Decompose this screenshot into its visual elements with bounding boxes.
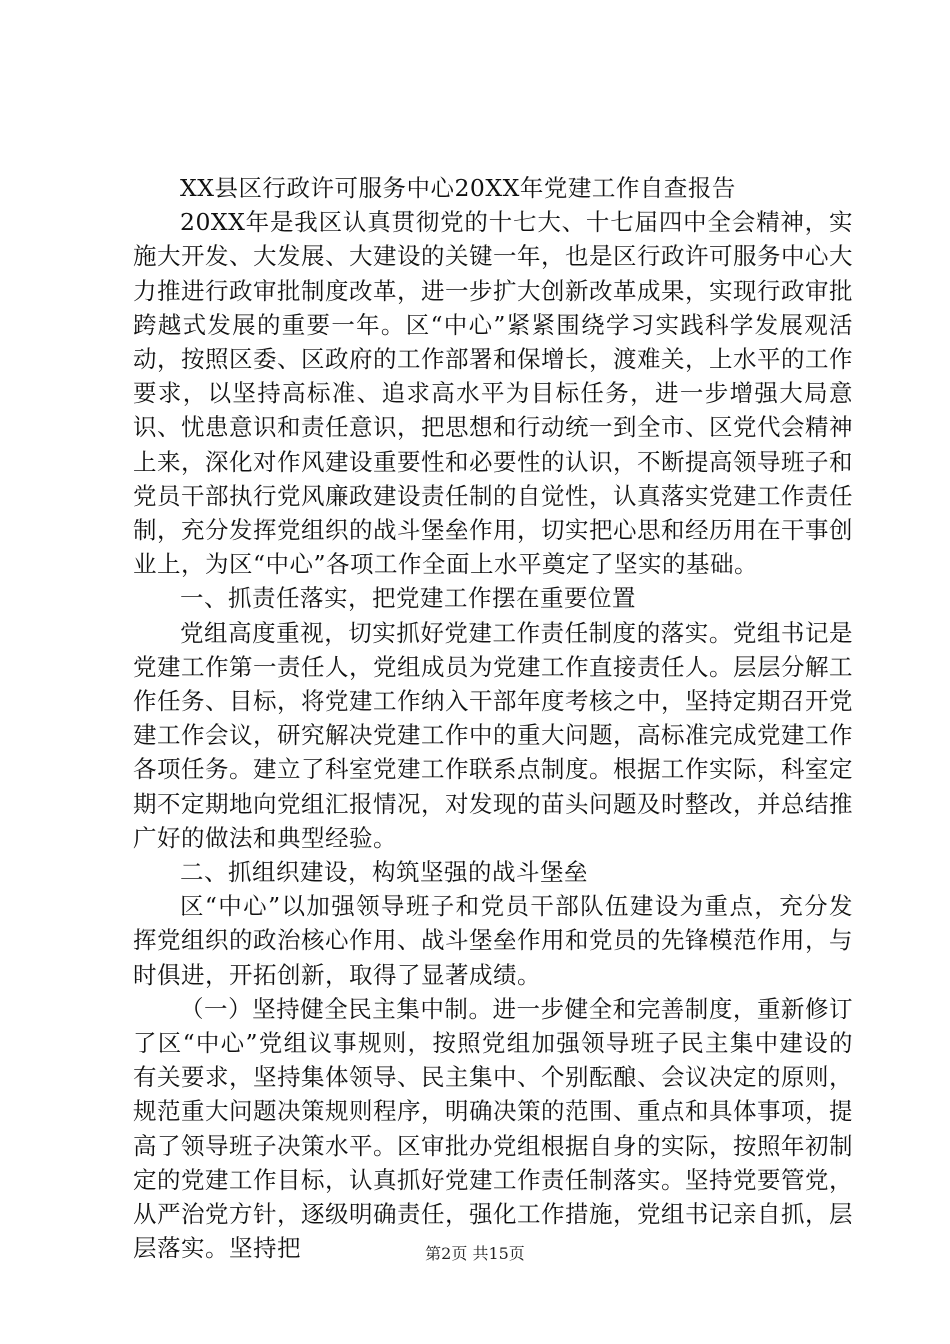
document-body <box>133 171 853 1266</box>
paragraph-section-2: 区“中心”以加强领导班子和党员干部队伍建设为重点，充分发挥党组织的政治核心作用、战斗堡垒作用和党员的先锋模范作用，与时俱进，开拓创新，取得了显著成绩。 <box>133 892 853 989</box>
paragraph-intro: 20XX年是我区认真贯彻党的十七大、十七届四中全会精神，实施大开发、大发展、大建设的关键一年，也是区行政许可服务中心大力推进行政审批制度改革，进一步扩大创新改革成果，实现行政审批跨越式发展的重要一年。区“中心”紧紧围绕学习实践科学发展观活动，按照区委、区政府的工作部署和保增长，渡难关，上水平的工作要求，以坚持高标准、追求高水平为目标任务，进一步增强大局意识、忧患意识和责任意识，把思想和行动统一到全市、区党代会精神上来，深化对作风建设重要性和必要性的认识，不断提高领导班子和党员干部执行党风廉政建设责任制的自觉性，认真落实党建工作责任制，充分发挥党组织的战斗堡垒作用，切实把心思和经历用在干事创业上，为区“中心”各项工作全面上水平奠定了坚实的基础。 <box>133 208 853 579</box>
page-footer <box>0 1244 950 1264</box>
section-heading-1: 一、抓责任落实，把党建工作摆在重要位置 <box>180 584 636 613</box>
paragraph-section-1: 党组高度重视，切实抓好党建工作责任制度的落实。党组书记是党建工作第一责任人，党组成员为党建工作直接责任人。层层分解工作任务、目标，将党建工作纳入干部年度考核之中，坚持定期召开党建工作会议，研究解决党建工作中的重大问题，高标准完成党建工作各项任务。建立了科室党建工作联系点制度。根据工作实际，科室定期不定期地向党组汇报情况，对发现的苗头问题及时整改，并总结推广好的做法和典型经验。 <box>133 618 853 852</box>
section-heading-2: 二、抓组织建设，构筑坚强的战斗堡垒 <box>180 858 588 887</box>
paragraph-subsection-1: （一）坚持健全民主集中制。进一步健全和完善制度，重新修订了区“中心”党组议事规则，按照党组加强领导班子民主集中建设的有关要求，坚持集体领导、民主集中、个别酝酿、会议决定的原则，规范重大问题决策规则程序，明确决策的范围、重点和具体事项，提高了领导班子决策水平。区审批办党组根据自身的实际，按照年初制定的党建工作目标，认真抓好党建工作责任制落实。坚持党要管党，从严治党方针，逐级明确责任，强化工作措施，党组书记亲自抓，层层落实。坚持把 <box>133 994 853 1263</box>
document-title: XX县区行政许可服务中心20XX年党建工作自查报告 <box>180 174 736 202</box>
page-number: 第2页 共15页 <box>425 1244 525 1263</box>
